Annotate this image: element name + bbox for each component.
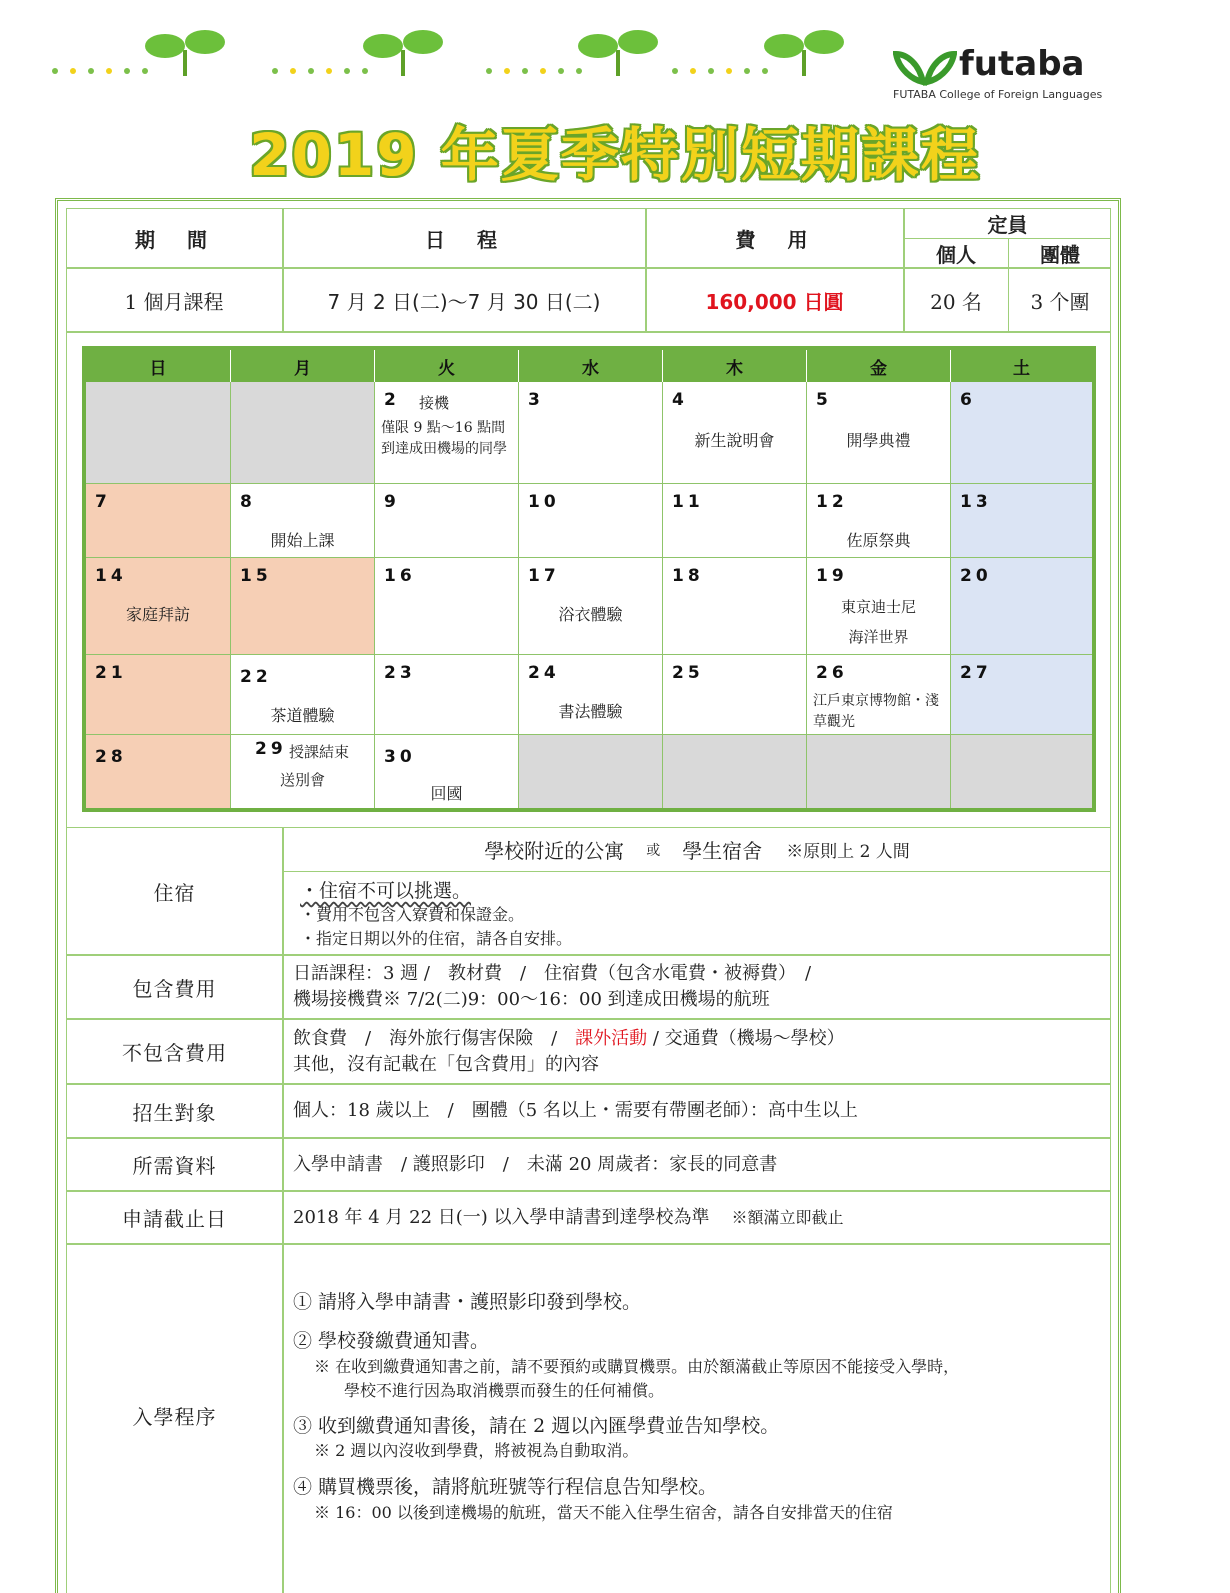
- calendar-day: [663, 735, 807, 808]
- housing-options: [283, 828, 1111, 871]
- event-label: 授課結束: [289, 743, 350, 761]
- day-number: 8: [240, 492, 256, 512]
- calendar-day: [807, 558, 951, 655]
- housing-option-apartment: 學校附近的公寓: [484, 839, 625, 863]
- weekday-tue: 火: [375, 350, 519, 382]
- course-schedule: 7 月 2 日(二)～7 月 30 日(二): [327, 289, 601, 314]
- weekday-sun: 日: [86, 350, 231, 382]
- calendar-day: [807, 484, 951, 558]
- course-fee: 160,000 日圓: [705, 289, 844, 314]
- day-number: 29: [255, 739, 287, 759]
- day-number: 9: [384, 492, 400, 512]
- futaba-logo: [893, 44, 1108, 104]
- capacity-individual: 20 名: [930, 289, 982, 314]
- day-number: 27: [960, 663, 992, 683]
- calendar-day: [807, 735, 951, 808]
- housing-bullet: ・住宿不可以挑選。: [300, 880, 472, 902]
- procedure-note: ※ 2 週以內沒收到學費，將被視為自動取消。: [314, 1441, 639, 1460]
- calendar-day: [231, 382, 375, 484]
- calendar-day: [519, 655, 663, 735]
- procedure-step: ④ 購買機票後，請將航班號等行程信息告知學校。: [293, 1476, 718, 1498]
- day-number: 12: [816, 492, 848, 512]
- day-number: 30: [384, 747, 416, 767]
- calendar-day: [951, 655, 1092, 735]
- calendar-day: [951, 382, 1092, 484]
- calendar-day: [807, 382, 951, 484]
- day-number: 5: [816, 390, 832, 410]
- procedure-note: ※ 16：00 以後到達機場的航班，當天不能入住學生宿舍，請各自安排當天的住宿: [314, 1503, 893, 1522]
- calendar-day: [375, 735, 519, 808]
- weekday-wed: 水: [519, 350, 663, 382]
- day-number: 22: [240, 667, 272, 687]
- calendar-day: [231, 558, 375, 655]
- day-number: 15: [240, 566, 272, 586]
- documents-label: 所需資料: [132, 1154, 217, 1178]
- event-text-2: 海洋世界: [848, 628, 909, 646]
- deadline-text: 2018 年 4 月 22 日(一) 以入學申請書到達學校為準 ※額滿立即截止: [293, 1207, 844, 1228]
- sprout-icon: [764, 30, 846, 78]
- calendar-day: [951, 558, 1092, 655]
- procedure-note: ※ 在收到繳費通知書之前，請不要預約或購買機票。由於額滿截止等原因不能接受入學時，: [314, 1357, 960, 1376]
- calendar-day: [519, 558, 663, 655]
- calendar-day: [663, 655, 807, 735]
- calendar-day: [375, 558, 519, 655]
- calendar-day: [231, 655, 375, 735]
- calendar-day: [663, 484, 807, 558]
- header-schedule: 日 程: [425, 227, 503, 252]
- calendar-day: [375, 484, 519, 558]
- day-number: 11: [672, 492, 704, 512]
- day-number: 18: [672, 566, 704, 586]
- calendar-day: [375, 382, 519, 484]
- calendar-day: [519, 484, 663, 558]
- deadline-note: ※額滿立即截止: [731, 1208, 844, 1227]
- sprout-icon: [363, 30, 445, 78]
- day-number: 16: [384, 566, 416, 586]
- sprout-icon: [145, 30, 227, 78]
- housing-option-dorm: 學生宿舍: [682, 839, 763, 863]
- dot-trail: [52, 68, 152, 76]
- calendar-day: [86, 382, 231, 484]
- deadline-label: 申請截止日: [122, 1207, 227, 1231]
- calendar-day: [231, 735, 375, 808]
- calendar-day: [807, 655, 951, 735]
- header-individual: 個人: [936, 243, 976, 267]
- day-number: 28: [95, 747, 127, 767]
- event-text: 回國: [430, 784, 463, 803]
- event-text: 送別會: [279, 771, 325, 789]
- day-number: 20: [960, 566, 992, 586]
- extracurricular-text: 課外活動: [575, 1028, 648, 1049]
- housing-or: 或: [646, 842, 661, 859]
- event-text: 佐原祭典: [846, 531, 911, 550]
- event-text: 新生說明會: [694, 431, 775, 450]
- calendar-day: [519, 382, 663, 484]
- calendar-day: [663, 382, 807, 484]
- target-label: 招生對象: [132, 1100, 217, 1125]
- excluded-fees-line: 飲食費 / 海外旅行傷害保險 / 課外活動 / 交通費（機場～學校）: [293, 1028, 845, 1049]
- sprout-icon: [578, 30, 660, 78]
- excluded-fees-line: 其他，沒有記載在「包含費用」的內容: [293, 1054, 599, 1075]
- course-period: 1 個月課程: [124, 289, 224, 314]
- weekday-fri: 金: [807, 350, 951, 382]
- header-period: 期 間: [135, 227, 213, 252]
- calendar-day: [663, 558, 807, 655]
- event-label: 接機: [419, 394, 450, 412]
- dot-trail: [486, 68, 586, 76]
- event-text: 家庭拜訪: [125, 605, 190, 624]
- event-text: 開始上課: [270, 531, 335, 550]
- day-number: 17: [528, 566, 560, 586]
- included-fees-line: 日語課程：3 週 / 教材費 / 住宿費（包含水電費・被褥費） /: [293, 963, 812, 984]
- day-number: 6: [960, 390, 976, 410]
- calendar-day: [86, 735, 231, 808]
- target-text: 個人：18 歲以上 / 團體（5 名以上・需要有帶團老師）：高中生以上: [293, 1100, 858, 1121]
- documents-text: 入學申請書 / 護照影印 / 未滿 20 周歲者：家長的同意書: [293, 1154, 778, 1175]
- header-group: 團體: [1040, 243, 1080, 267]
- day-number: 21: [95, 663, 127, 683]
- event-text: 東京迪士尼: [840, 598, 916, 616]
- capacity-group: 3 个團: [1030, 289, 1090, 314]
- calendar-day: [519, 735, 663, 808]
- procedure-step: ② 學校發繳費通知書。: [293, 1330, 490, 1352]
- excluded-fees-label: 不包含費用: [122, 1041, 227, 1065]
- housing-room-note: ※原則上 2 人間: [786, 842, 910, 862]
- housing-bullet: ・費用不包含入寮費和保證金。: [300, 905, 525, 924]
- weekday-sat: 土: [951, 350, 1092, 382]
- procedure-step: ① 請將入學申請書・護照影印發到學校。: [293, 1291, 642, 1313]
- event-text: 浴衣體驗: [558, 605, 623, 624]
- dot-trail: [672, 68, 772, 76]
- day-number: 2: [384, 390, 400, 410]
- included-fees-label: 包含費用: [132, 976, 217, 1001]
- day-number: 26: [816, 663, 848, 683]
- dot-trail: [272, 68, 372, 76]
- day-number: 23: [384, 663, 416, 683]
- housing-bullet: ・指定日期以外的住宿，請各自安排。: [300, 929, 573, 948]
- header-capacity: 定員: [987, 212, 1028, 237]
- event-note: 僅限 9 點～16 點間到達成田機場的同學: [381, 420, 507, 457]
- day-number: 24: [528, 663, 560, 683]
- procedure-step: ③ 收到繳費通知書後，請在 2 週以內匯學費並告知學校。: [293, 1415, 780, 1437]
- housing-label: 住宿: [153, 880, 196, 905]
- event-note: 江戶東京博物館・淺草觀光: [813, 693, 939, 730]
- day-number: 10: [528, 492, 560, 512]
- included-fees-line: 機場接機費※ 7/2(二)9：00～16：00 到達成田機場的航班: [293, 989, 770, 1010]
- day-number: 7: [95, 492, 111, 512]
- logo-name: futaba: [959, 44, 1085, 84]
- calendar-day: [375, 655, 519, 735]
- calendar-day: [231, 484, 375, 558]
- procedure-label: 入學程序: [132, 1404, 217, 1429]
- day-number: 4: [672, 390, 688, 410]
- calendar-day: [86, 558, 231, 655]
- event-text: 茶道體驗: [270, 706, 335, 725]
- calendar-day: [951, 484, 1092, 558]
- day-number: 25: [672, 663, 704, 683]
- weekday-thu: 木: [663, 350, 807, 382]
- day-number: 3: [528, 390, 544, 410]
- calendar-day: [951, 735, 1092, 808]
- page-title: 2019 年夏季特別短期課程: [249, 121, 981, 189]
- event-text: 開學典禮: [846, 431, 911, 450]
- calendar-day: [86, 655, 231, 735]
- calendar-day: [86, 484, 231, 558]
- event-text: 書法體驗: [558, 702, 623, 721]
- header-fee: 費 用: [735, 227, 814, 252]
- calendar: [82, 346, 1096, 812]
- futaba-leaf-icon: [893, 50, 957, 86]
- day-number: 14: [95, 566, 127, 586]
- weekday-mon: 月: [231, 350, 375, 382]
- procedure-note: 學校不進行因為取消機票而發生的任何補償。: [344, 1381, 665, 1400]
- day-number: 19: [816, 566, 848, 586]
- day-number: 13: [960, 492, 992, 512]
- logo-subtitle: FUTABA College of Foreign Languages: [893, 88, 1103, 101]
